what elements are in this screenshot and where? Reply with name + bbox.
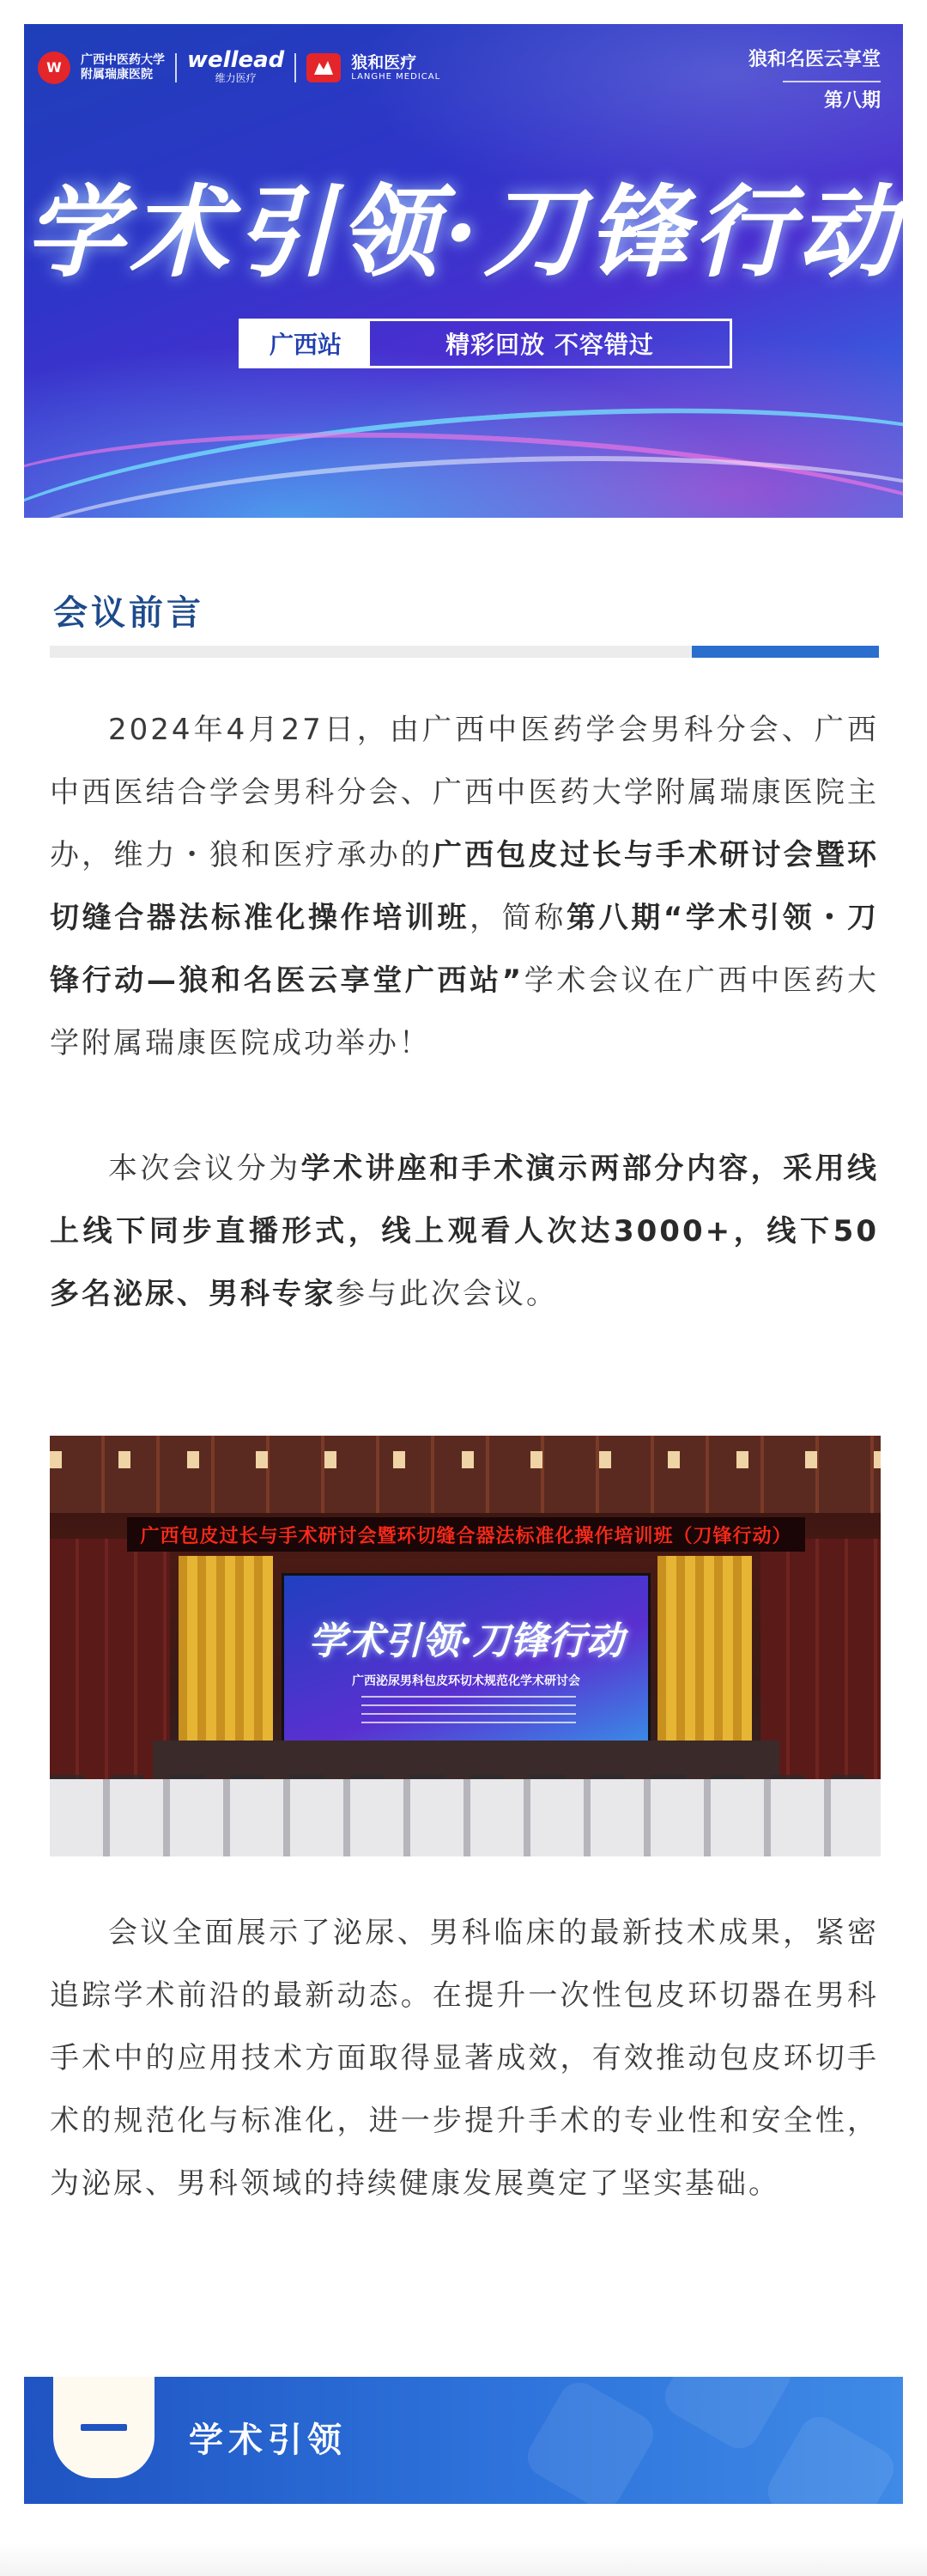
paragraph-bold-text: 广西包皮过长与手术研讨会暨环切缝合器法标准化操作培训班 (50, 838, 880, 935)
wellead-cn: 维力医疗 (215, 72, 257, 84)
logo-divider (175, 53, 177, 82)
logo-divider (294, 53, 296, 82)
paragraph-text: 2024年4月27日，由广西中医药学会男科分会、广西中西医结合学会男科分会、广西中医药大学附属瑞康医院主办，维力・狼和医疗承办的 (50, 713, 879, 872)
langhe-cn: 狼和医疗 (351, 52, 417, 72)
screen-title: 学术引领·刀锋行动 (308, 1619, 624, 1663)
langhe-logo-icon (306, 53, 341, 82)
hexagon-decoration (657, 2377, 798, 2456)
section-title-academic: 学术引领 (189, 2421, 347, 2460)
section-rule-accent (692, 646, 879, 658)
hospital-name-line1: 广西中医药大学 (81, 52, 165, 67)
paragraph-text: 本次会议分为 (108, 1151, 301, 1186)
photo-wall (50, 1539, 170, 1779)
paragraph-bold-text: 学术讲座和手术演示两部分内容，采用线上线下同步直播形式，线上观看人次达3000+，线下50多名泌尿、男科专家 (50, 1151, 879, 1311)
paragraph-text: 参与此次会议。 (336, 1277, 558, 1311)
issue-number: 第八期 (823, 90, 881, 112)
series-label (748, 46, 881, 113)
hospital-name (81, 53, 165, 82)
series-divider (783, 81, 881, 82)
paragraph-text: ，简称 (470, 901, 567, 935)
stage (153, 1741, 779, 1779)
ceiling-lights (50, 1451, 881, 1468)
screen-sponsor-lines (361, 1696, 576, 1730)
preface-paragraph-2 (50, 1138, 879, 1326)
banner-headline: 学术引领·刀锋行动 (24, 174, 903, 291)
section-title-preface: 会议前言 (53, 593, 204, 633)
hospital-logo-icon: W (38, 52, 70, 84)
series-name: 狼和名医云享堂 (748, 49, 881, 70)
stage-screen (282, 1573, 651, 1745)
paragraph-bold-text: 第八期“学术引领・刀锋行动—狼和名医云享堂广西站” (50, 901, 880, 998)
section-rule (50, 646, 879, 658)
sponsor-logos (38, 47, 441, 85)
hexagon-decoration (520, 2377, 661, 2504)
langhe-en: LANGHE MEDICAL (351, 71, 441, 82)
audience-seats (50, 1779, 881, 1856)
hexagon-decoration (760, 2409, 901, 2504)
stage-curtain (657, 1556, 752, 1771)
venue-photo (50, 1436, 881, 1856)
stage-curtain (179, 1556, 273, 1771)
summary-paragraph: 会议全面展示了泌尿、男科临床的最新技术成果，紧密追踪学术前沿的最新动态。在提升一次性包皮环切器在男科手术中的应用技术方面取得显著成效，有效推动包皮环切手术的规范化与标准化，进一步提升手术的专业性和安全性，为泌尿、男科领域的持续健康发展奠定了坚实基础。 (50, 1916, 879, 2201)
screen-subtitle: 广西泌尿男科包皮环切术规范化学术研讨会 (352, 1674, 580, 1688)
page-bottom-fade (0, 2542, 927, 2576)
section-banner-academic (24, 2377, 903, 2504)
preface-paragraph-1 (50, 699, 879, 1075)
hospital-name-line2: 附属瑞康医院 (81, 67, 153, 82)
event-banner (24, 24, 903, 518)
wellead-logo (187, 47, 285, 85)
station-bar (239, 319, 732, 368)
station-label: 广西站 (241, 321, 370, 366)
led-banner: 广西包皮过长与手术研讨会暨环切缝合器法标准化操作培训班（刀锋行动） (127, 1517, 805, 1552)
wellead-wordmark: wellead (187, 47, 285, 73)
dash-icon (81, 2424, 127, 2431)
section-number-tab (53, 2377, 154, 2478)
langhe-logo (351, 54, 440, 82)
photo-ceiling (50, 1436, 881, 1513)
paragraph-text: 学术会议在广西中医药大学附属瑞康医院成功举办！ (50, 963, 879, 1060)
station-tagline: 精彩回放 不容错过 (445, 331, 654, 359)
